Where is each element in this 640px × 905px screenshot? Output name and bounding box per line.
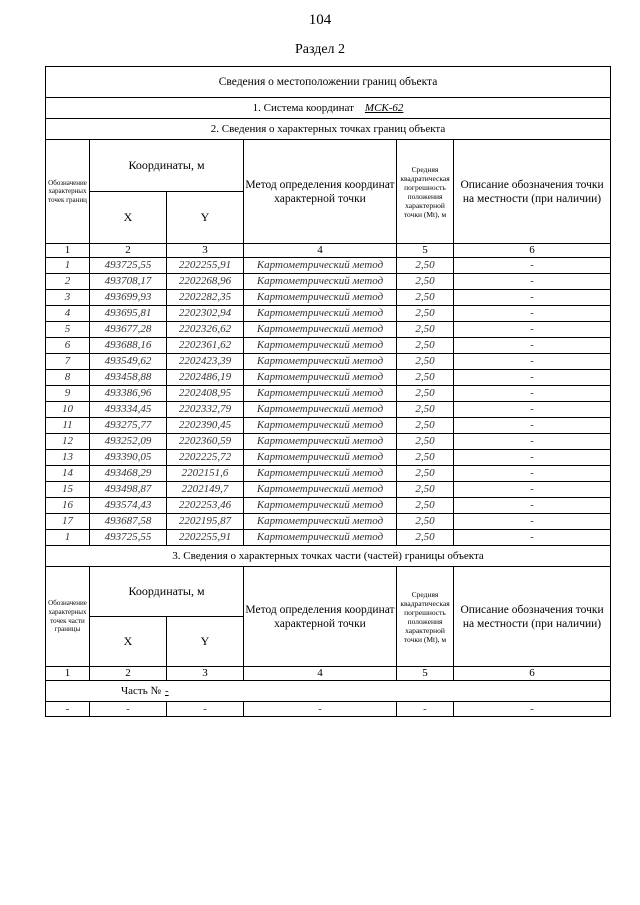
cell-mt: 2,50: [397, 530, 454, 546]
cell-y: 2202408,95: [167, 386, 244, 402]
cell-x: 493687,58: [90, 514, 167, 530]
empty-cell: -: [244, 702, 397, 717]
table-row: [46, 482, 611, 498]
section-title: Раздел 2: [294, 42, 346, 57]
table-row: [46, 306, 611, 322]
cell-x: 493334,45: [90, 402, 167, 418]
table-row: [46, 402, 611, 418]
cell-x: 493252,09: [90, 434, 167, 450]
cell-x: 493725,55: [90, 258, 167, 274]
table-row: [46, 434, 611, 450]
cell-n: 11: [46, 418, 90, 434]
coord-system-label: 1. Система координат: [252, 101, 354, 114]
empty-cell: -: [46, 702, 90, 717]
cell-mt: 2,50: [397, 498, 454, 514]
table-row: [46, 514, 611, 530]
column-number: 3: [167, 667, 244, 681]
cell-x: 493549,62: [90, 354, 167, 370]
column-number: 5: [397, 667, 454, 681]
cell-y: 2202332,79: [167, 402, 244, 418]
table-row: [46, 290, 611, 306]
empty-cell: -: [167, 702, 244, 717]
cell-n: 9: [46, 386, 90, 402]
cell-n: 1: [46, 530, 90, 546]
cell-mt: 2,50: [397, 258, 454, 274]
cell-desc: -: [454, 370, 611, 386]
page-number: 104: [308, 12, 332, 28]
table-row: [46, 450, 611, 466]
cell-method: Картометрический метод: [244, 354, 397, 370]
part-value: -: [164, 684, 169, 697]
cell-mt: 2,50: [397, 290, 454, 306]
cell-y: 2202302,94: [167, 306, 244, 322]
cell-n: 10: [46, 402, 90, 418]
part-row: [46, 681, 611, 702]
cell-y: 2202360,59: [167, 434, 244, 450]
cell-method: Картометрический метод: [244, 338, 397, 354]
cell-method: Картометрический метод: [244, 482, 397, 498]
cell-x: 493458,88: [90, 370, 167, 386]
cell-n: 5: [46, 322, 90, 338]
cell-desc: -: [454, 434, 611, 450]
cell-mt: 2,50: [397, 274, 454, 290]
table-row: [46, 386, 611, 402]
cell-desc: -: [454, 306, 611, 322]
cell-y: 2202225,72: [167, 450, 244, 466]
boundary-table: [45, 66, 611, 717]
cell-desc: -: [454, 258, 611, 274]
cell-mt: 2,50: [397, 370, 454, 386]
cell-x: 493574,43: [90, 498, 167, 514]
cell-method: Картометрический метод: [244, 450, 397, 466]
header-y: Y: [167, 192, 244, 244]
cell-n: 14: [46, 466, 90, 482]
column-number: 1: [46, 244, 90, 258]
cell-mt: 2,50: [397, 482, 454, 498]
cell-x: 493468,29: [90, 466, 167, 482]
header-coordinates-part: Координаты, м: [90, 567, 244, 617]
cell-method: Картометрический метод: [244, 498, 397, 514]
header-x-part: X: [90, 617, 167, 667]
cell-x: 493688,16: [90, 338, 167, 354]
header-coordinates: Координаты, м: [90, 140, 244, 192]
empty-cell: -: [454, 702, 611, 717]
column-number: 2: [90, 244, 167, 258]
table-row: [46, 322, 611, 338]
header-point-designation: Обозначение характерных точек границ: [46, 140, 90, 244]
cell-method: Картометрический метод: [244, 402, 397, 418]
cell-desc: -: [454, 466, 611, 482]
cell-x: 493677,28: [90, 322, 167, 338]
column-number: 4: [244, 667, 397, 681]
cell-desc: -: [454, 354, 611, 370]
header-x: X: [90, 192, 167, 244]
cell-n: 8: [46, 370, 90, 386]
cell-n: 3: [46, 290, 90, 306]
coord-system-row: [46, 98, 611, 119]
cell-desc: -: [454, 530, 611, 546]
cell-n: 1: [46, 258, 90, 274]
cell-n: 7: [46, 354, 90, 370]
table-row: [46, 274, 611, 290]
cell-method: Картометрический метод: [244, 258, 397, 274]
cell-x: 493725,55: [90, 530, 167, 546]
header-method-part: Метод определения координат характерной точки: [244, 567, 397, 667]
cell-mt: 2,50: [397, 306, 454, 322]
cell-method: Картометрический метод: [244, 322, 397, 338]
cell-desc: -: [454, 514, 611, 530]
cell-y: 2202268,96: [167, 274, 244, 290]
cell-y: 2202423,39: [167, 354, 244, 370]
cell-mt: 2,50: [397, 322, 454, 338]
cell-n: 2: [46, 274, 90, 290]
empty-cell: -: [397, 702, 454, 717]
cell-method: Картометрический метод: [244, 290, 397, 306]
table-row: [46, 338, 611, 354]
empty-cell: -: [90, 702, 167, 717]
cell-n: 12: [46, 434, 90, 450]
cell-x: 493390,05: [90, 450, 167, 466]
cell-x: 493498,87: [90, 482, 167, 498]
part3-title: 3. Сведения о характерных точках части (частей) границы объекта: [46, 546, 611, 567]
cell-x: 493699,93: [90, 290, 167, 306]
table-row: [46, 530, 611, 546]
cell-method: Картометрический метод: [244, 418, 397, 434]
cell-x: 493708,17: [90, 274, 167, 290]
table-row: [46, 354, 611, 370]
cell-method: Картометрический метод: [244, 386, 397, 402]
header-rmse-part: Средняя квадратическая погрешность положения характерной точки (Mt), м: [397, 567, 454, 667]
cell-desc: -: [454, 498, 611, 514]
cell-y: 2202255,91: [167, 258, 244, 274]
cell-method: Картометрический метод: [244, 306, 397, 322]
cell-mt: 2,50: [397, 466, 454, 482]
cell-desc: -: [454, 482, 611, 498]
cell-mt: 2,50: [397, 450, 454, 466]
column-number: 6: [454, 244, 611, 258]
cell-y: 2202255,91: [167, 530, 244, 546]
column-number: 3: [167, 244, 244, 258]
part2-title: 2. Сведения о характерных точках границ объекта: [46, 119, 611, 140]
cell-x: 493695,81: [90, 306, 167, 322]
cell-desc: -: [454, 418, 611, 434]
cell-desc: -: [454, 402, 611, 418]
cell-method: Картометрический метод: [244, 514, 397, 530]
table-row: [46, 498, 611, 514]
cell-mt: 2,50: [397, 402, 454, 418]
cell-mt: 2,50: [397, 418, 454, 434]
header-description-part: Описание обозначения точки на местности (при наличии): [454, 567, 611, 667]
column-numbers-row: [46, 244, 611, 258]
column-number: 6: [454, 667, 611, 681]
column-number: 1: [46, 667, 90, 681]
table-row: [46, 370, 611, 386]
cell-desc: -: [454, 322, 611, 338]
column-number: 4: [244, 244, 397, 258]
column-number: 2: [90, 667, 167, 681]
cell-mt: 2,50: [397, 354, 454, 370]
table-row: [46, 258, 611, 274]
column-numbers-row: [46, 667, 611, 681]
coord-system-value: МСК-62: [364, 101, 404, 114]
table-title: Сведения о местоположении границ объекта: [46, 67, 611, 98]
cell-mt: 2,50: [397, 514, 454, 530]
cell-y: 2202390,45: [167, 418, 244, 434]
cell-n: 16: [46, 498, 90, 514]
cell-desc: -: [454, 290, 611, 306]
cell-method: Картометрический метод: [244, 370, 397, 386]
cell-method: Картометрический метод: [244, 466, 397, 482]
cell-n: 13: [46, 450, 90, 466]
cell-n: 17: [46, 514, 90, 530]
cell-x: 493275,77: [90, 418, 167, 434]
cell-mt: 2,50: [397, 338, 454, 354]
header-description: Описание обозначения точки на местности (при наличии): [454, 140, 611, 244]
cell-mt: 2,50: [397, 434, 454, 450]
cell-y: 2202326,62: [167, 322, 244, 338]
cell-y: 2202151,6: [167, 466, 244, 482]
table-row: [46, 418, 611, 434]
cell-desc: -: [454, 338, 611, 354]
header-rmse: Средняя квадратическая погрешность положения характерной точки (Mt), м: [397, 140, 454, 244]
cell-y: 2202253,46: [167, 498, 244, 514]
header-method: Метод определения координат характерной точки: [244, 140, 397, 244]
part-label: Часть №: [121, 684, 161, 697]
cell-method: Картометрический метод: [244, 274, 397, 290]
cell-y: 2202195,87: [167, 514, 244, 530]
cell-n: 6: [46, 338, 90, 354]
cell-y: 2202149,7: [167, 482, 244, 498]
cell-y: 2202486,19: [167, 370, 244, 386]
cell-y: 2202282,35: [167, 290, 244, 306]
cell-method: Картометрический метод: [244, 434, 397, 450]
cell-mt: 2,50: [397, 386, 454, 402]
cell-desc: -: [454, 274, 611, 290]
table-row: [46, 466, 611, 482]
header-point-designation-part: Обозначение характерных точек части границы: [46, 567, 90, 667]
cell-method: Картометрический метод: [244, 530, 397, 546]
cell-n: 15: [46, 482, 90, 498]
table-row: [46, 702, 611, 717]
cell-y: 2202361,62: [167, 338, 244, 354]
header-y-part: Y: [167, 617, 244, 667]
column-number: 5: [397, 244, 454, 258]
cell-desc: -: [454, 386, 611, 402]
cell-desc: -: [454, 450, 611, 466]
cell-x: 493386,96: [90, 386, 167, 402]
cell-n: 4: [46, 306, 90, 322]
